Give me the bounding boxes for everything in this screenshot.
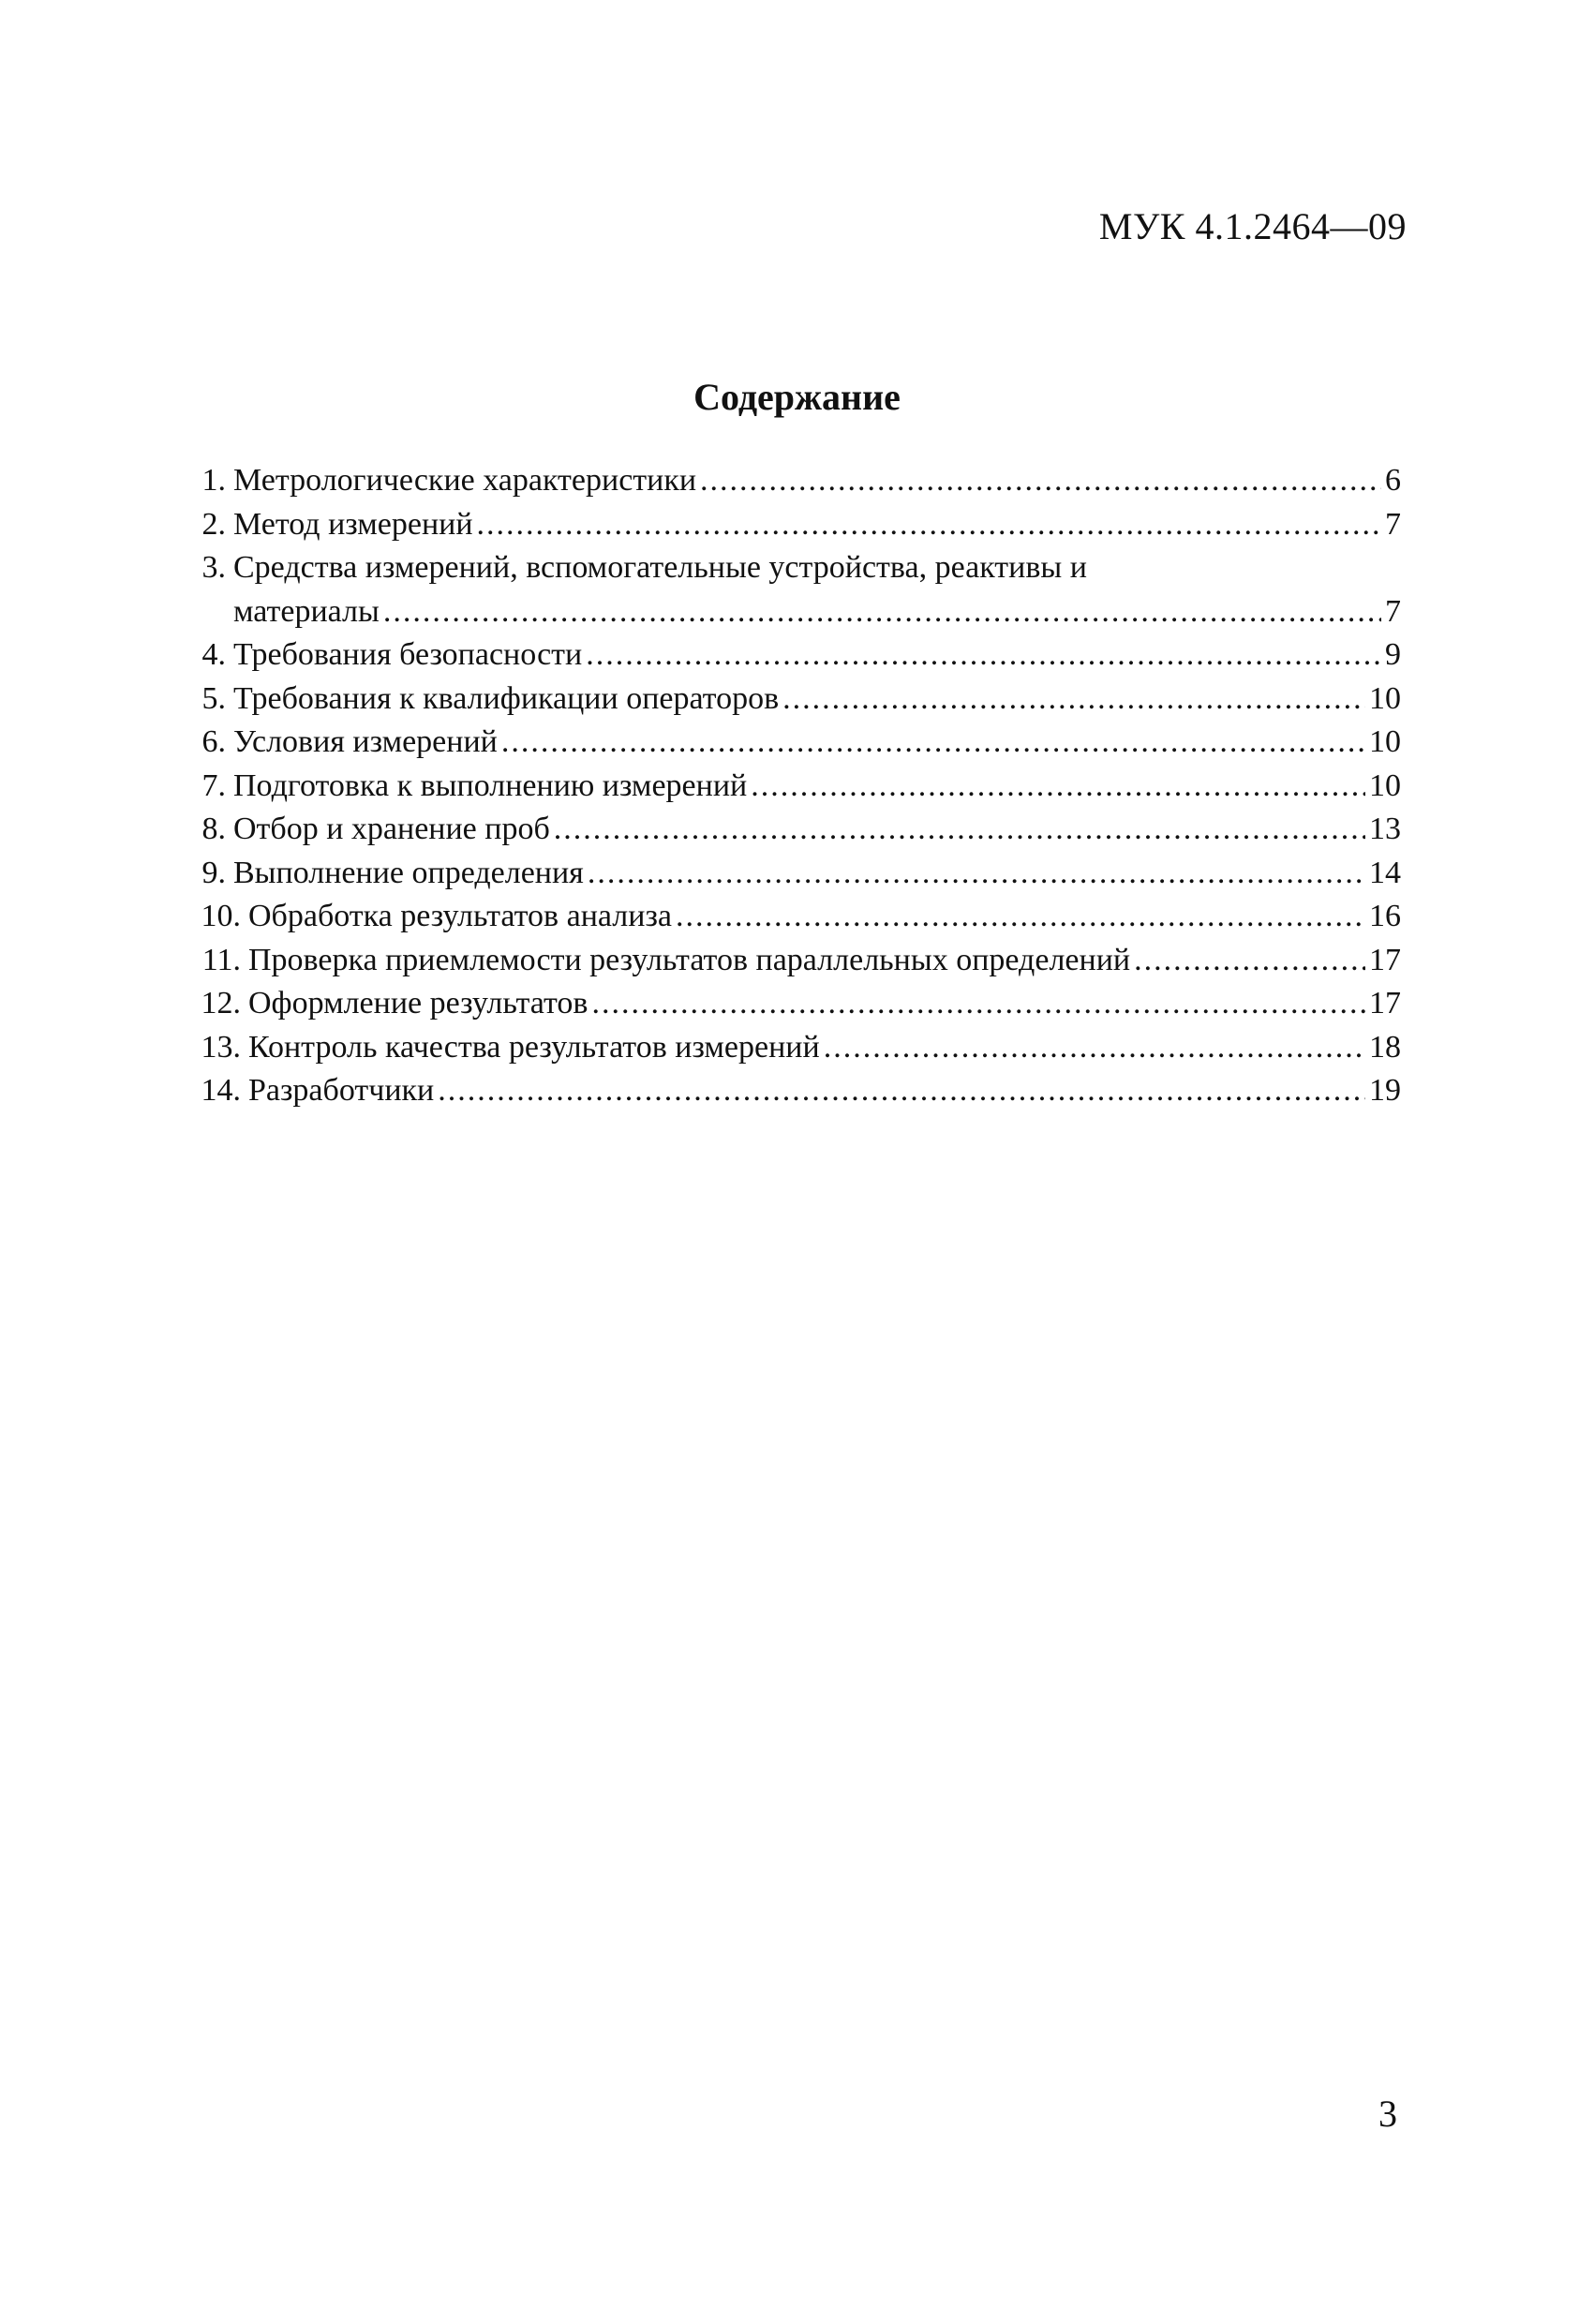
toc-item — [192, 939, 1401, 983]
toc-item-page: 10 — [1369, 767, 1401, 803]
toc-item-page: 10 — [1369, 724, 1401, 759]
toc-item-number: 4. — [201, 637, 226, 672]
toc-item-number: 10. — [201, 899, 241, 933]
toc-item — [192, 852, 1401, 896]
toc-dot-leader — [438, 1069, 1365, 1113]
toc-dot-leader — [676, 895, 1365, 939]
toc-item-number: 9. — [201, 855, 226, 890]
toc-item — [192, 678, 1401, 722]
toc-item-number: 1. — [201, 463, 226, 498]
toc-item-page: 9 — [1385, 637, 1401, 672]
toc-list — [192, 459, 1401, 1113]
toc-item-number: 14. — [201, 1073, 241, 1108]
toc-item-page: 17 — [1369, 986, 1401, 1020]
toc-item-number: 6. — [201, 724, 226, 759]
toc-item-text: Контроль качества результатов измерений — [248, 1029, 820, 1065]
toc-item-text: Метрологические характеристики — [233, 463, 697, 498]
toc-item-page: 14 — [1369, 855, 1401, 890]
toc-item-page: 13 — [1369, 812, 1401, 846]
toc-item-number: 12. — [201, 986, 241, 1020]
toc-item-page: 16 — [1369, 899, 1401, 933]
toc-item-text-continuation: материалы — [233, 593, 380, 629]
toc-item — [192, 982, 1401, 1026]
toc-dot-leader — [554, 808, 1365, 852]
toc-item-continuation — [192, 590, 1401, 634]
toc-item-text: Средства измерений, вспомогательные устройства, реактивы и — [233, 550, 1087, 585]
page-number: 3 — [1378, 2093, 1397, 2135]
toc-item-number: 13. — [201, 1029, 241, 1065]
toc-item — [192, 765, 1401, 809]
toc-item-page: 6 — [1385, 463, 1401, 498]
toc-item — [192, 546, 1401, 590]
toc-item — [192, 1026, 1401, 1070]
toc-dot-leader — [588, 852, 1365, 896]
toc-item-text: Отбор и хранение проб — [233, 812, 550, 846]
toc-item — [192, 808, 1401, 852]
toc-item-page: 7 — [1385, 593, 1401, 629]
toc-item-text: Подготовка к выполнению измерений — [233, 767, 748, 803]
toc-item — [192, 503, 1401, 547]
toc-item-number: 7. — [201, 767, 226, 803]
toc-item — [192, 1069, 1401, 1113]
toc-dot-leader — [824, 1026, 1365, 1070]
toc-dot-leader — [586, 633, 1381, 678]
toc-title: Содержание — [693, 376, 901, 418]
toc-dot-leader — [751, 765, 1365, 809]
toc-item — [192, 459, 1401, 503]
toc-item-text: Обработка результатов анализа — [248, 899, 672, 933]
toc-item-number: 11. — [201, 942, 241, 977]
toc-dot-leader — [700, 459, 1381, 503]
toc-item-number: 8. — [201, 812, 226, 846]
toc-item-page: 17 — [1369, 942, 1401, 977]
toc-item-text: Требования к квалификации операторов — [233, 680, 780, 716]
toc-dot-leader — [501, 721, 1365, 765]
toc-dot-leader — [477, 503, 1381, 547]
toc-item-text: Метод измерений — [233, 506, 473, 542]
toc-item-page: 18 — [1369, 1029, 1401, 1065]
toc-dot-leader — [782, 678, 1365, 722]
toc-item — [192, 721, 1401, 765]
toc-dot-leader — [383, 590, 1381, 634]
toc-item — [192, 895, 1401, 939]
toc-dot-leader — [591, 982, 1365, 1026]
toc-dot-leader — [1134, 939, 1365, 983]
toc-item-number: 2. — [201, 506, 226, 542]
toc-item-text: Проверка приемлемости результатов параллельных определений — [248, 942, 1131, 977]
toc-item-number: 3. — [201, 550, 226, 585]
toc-item-page: 7 — [1385, 506, 1401, 542]
toc-item-text: Условия измерений — [233, 724, 498, 759]
toc-item-text: Оформление результатов — [248, 986, 588, 1020]
toc-item-page: 10 — [1369, 680, 1401, 716]
toc-item — [192, 633, 1401, 678]
toc-item-page: 19 — [1369, 1073, 1401, 1108]
toc-item-text: Выполнение определения — [233, 855, 584, 890]
toc-item-number: 5. — [201, 680, 226, 716]
document-code: МУК 4.1.2464—09 — [1098, 205, 1407, 247]
toc-item-text: Разработчики — [248, 1073, 435, 1108]
toc-item-text: Требования безопасности — [233, 637, 583, 672]
